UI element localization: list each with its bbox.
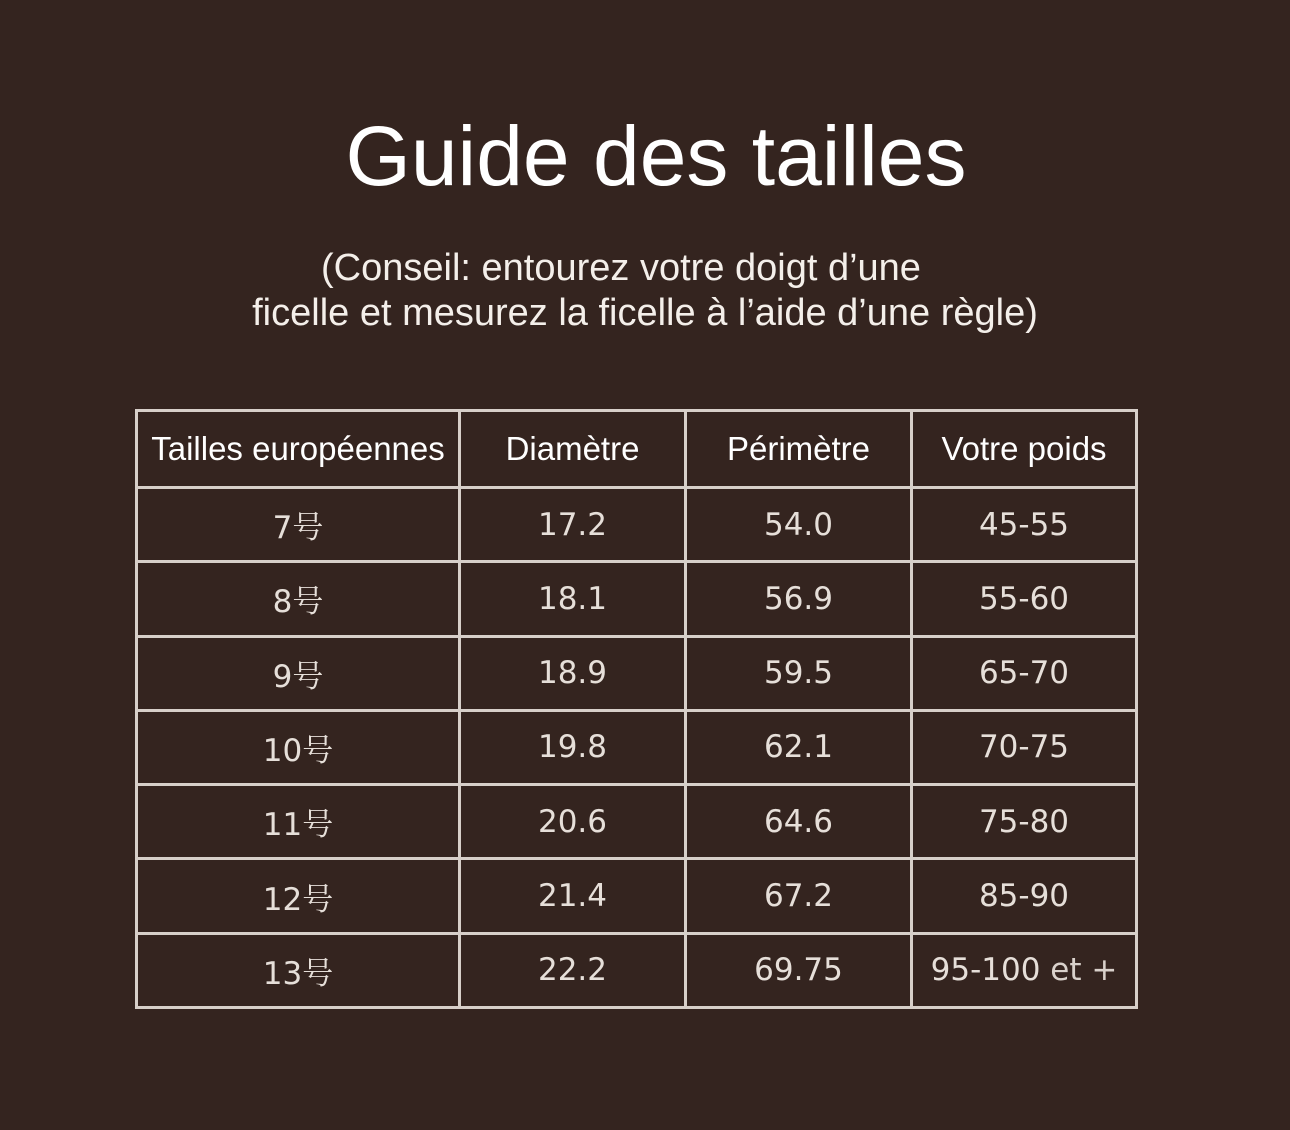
perimeter-cell: 69.75 — [686, 933, 912, 1007]
table-row — [137, 933, 1137, 1007]
perimeter-cell: 64.6 — [686, 785, 912, 859]
perimeter-cell: 56.9 — [686, 562, 912, 636]
weight-suffix: et + — [1040, 952, 1118, 989]
header-weight: Votre poids — [912, 411, 1137, 488]
table-row — [137, 785, 1137, 859]
table-row — [137, 859, 1137, 933]
weight-cell — [912, 636, 1137, 710]
size-tip-line-1: (Conseil: entourez votre doigt d’une — [321, 247, 921, 289]
table-row — [137, 710, 1137, 784]
weight-cell — [912, 488, 1137, 562]
size-cell: 9号 — [137, 636, 460, 710]
size-cell: 8号 — [137, 562, 460, 636]
diameter-cell: 20.6 — [460, 785, 686, 859]
header-perimeter: Périmètre — [686, 411, 912, 488]
weight-value: 95-100 — [930, 952, 1041, 989]
diameter-cell: 17.2 — [460, 488, 686, 562]
size-tip — [0, 246, 1290, 336]
table-row — [137, 488, 1137, 562]
size-cell: 11号 — [137, 785, 460, 859]
table-row — [137, 636, 1137, 710]
weight-value: 45-55 — [978, 506, 1070, 543]
weight-cell — [912, 710, 1137, 784]
size-cell: 7号 — [137, 488, 460, 562]
weight-cell — [912, 859, 1137, 933]
weight-cell — [912, 933, 1137, 1007]
weight-cell — [912, 562, 1137, 636]
size-cell: 13号 — [137, 933, 460, 1007]
table-row — [137, 562, 1137, 636]
page-title: Guide des tailles — [345, 109, 967, 203]
perimeter-cell: 59.5 — [686, 636, 912, 710]
diameter-cell: 18.9 — [460, 636, 686, 710]
size-guide-table — [135, 409, 1138, 1009]
weight-cell — [912, 785, 1137, 859]
header-european-size: Tailles européennes — [137, 411, 460, 488]
size-tip-line-2: ficelle et mesurez la ficelle à l’aide d’une règle) — [252, 292, 1038, 334]
header-diameter: Diamètre — [460, 411, 686, 488]
weight-value: 70-75 — [978, 729, 1070, 766]
size-cell: 10号 — [137, 710, 460, 784]
diameter-cell: 22.2 — [460, 933, 686, 1007]
size-cell: 12号 — [137, 859, 460, 933]
weight-value: 65-70 — [978, 655, 1070, 692]
diameter-cell: 21.4 — [460, 859, 686, 933]
weight-value: 85-90 — [978, 878, 1070, 915]
perimeter-cell: 67.2 — [686, 859, 912, 933]
perimeter-cell: 54.0 — [686, 488, 912, 562]
weight-value: 55-60 — [978, 580, 1070, 617]
table-header-row — [137, 411, 1137, 488]
diameter-cell: 19.8 — [460, 710, 686, 784]
weight-value: 75-80 — [978, 803, 1070, 840]
perimeter-cell: 62.1 — [686, 710, 912, 784]
diameter-cell: 18.1 — [460, 562, 686, 636]
